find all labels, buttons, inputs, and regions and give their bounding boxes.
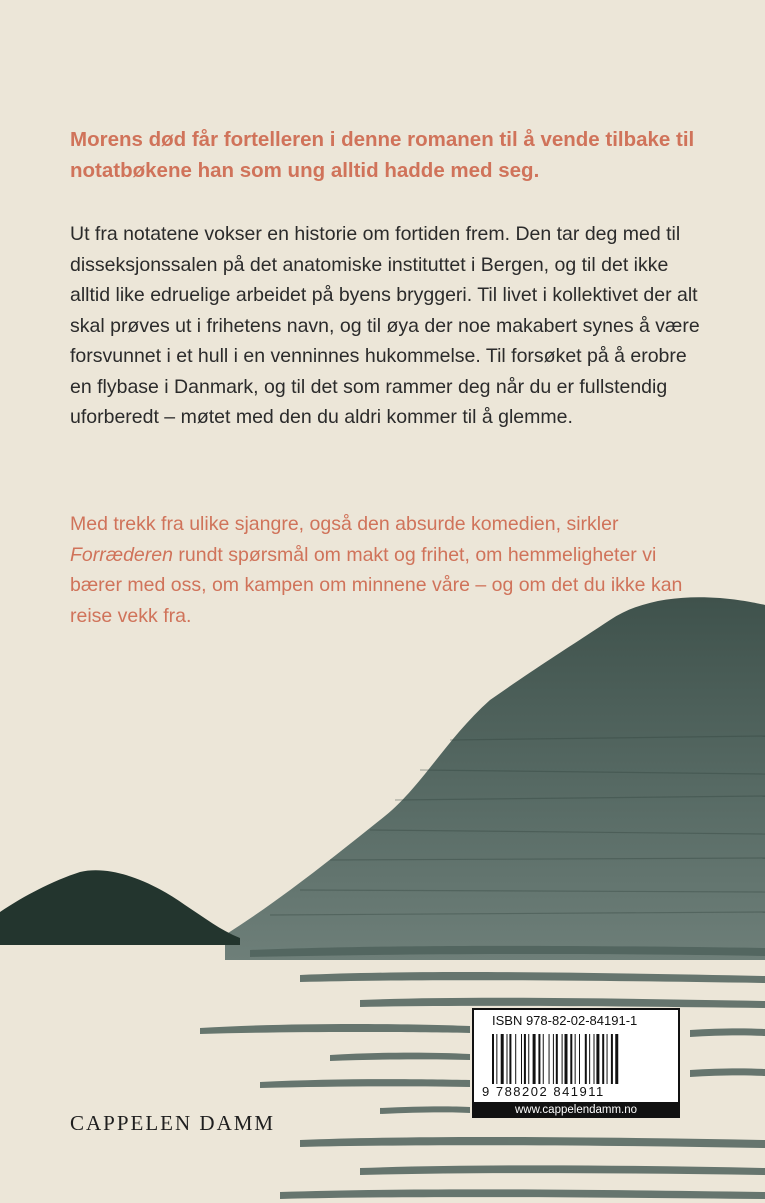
intro-paragraph: Morens død får fortelleren i denne romanen til å vende tilbake til notatbøkene han som ung alltid hadde med seg.	[70, 128, 695, 182]
barcode-bar	[501, 1034, 504, 1084]
barcode-bar	[515, 1034, 516, 1084]
mountain-shape	[225, 597, 765, 960]
barcode-bar	[492, 1034, 494, 1084]
island-shape	[0, 870, 240, 945]
barcode-bar	[579, 1034, 580, 1084]
barcode-bar	[615, 1034, 618, 1084]
barcode-bar	[553, 1034, 554, 1084]
barcode-bar	[524, 1034, 526, 1084]
barcode-bar	[594, 1034, 595, 1084]
barcode-bar	[549, 1034, 550, 1084]
barcode-bar	[611, 1034, 613, 1084]
barcode-bar	[596, 1034, 599, 1084]
barcode-icon	[492, 1034, 664, 1084]
closing-text-start: Med trekk fra ulike sjangre, også den absurde komedien, sirkler	[70, 513, 619, 535]
barcode-bar	[562, 1034, 563, 1084]
barcode-bar	[496, 1034, 497, 1084]
barcode-bar	[509, 1034, 511, 1084]
isbn-label: ISBN 978-82-02-84191-1	[492, 1013, 638, 1028]
barcode-bar	[570, 1034, 572, 1084]
barcode-bar	[589, 1034, 590, 1084]
barcode-bar	[533, 1034, 536, 1084]
barcode-bar	[538, 1034, 540, 1084]
barcode-bar	[565, 1034, 568, 1084]
isbn-barcode-block	[472, 1008, 680, 1118]
publisher-website: www.cappelendamm.no	[474, 1102, 678, 1118]
closing-text-end: rundt spørsmål om makt og frihet, om hemmeligheter vi bærer med oss, om kampen om minnene våre – og om det du ikke kan reise vekk fra.	[70, 543, 683, 627]
closing-paragraph	[70, 509, 710, 631]
barcode-bar	[602, 1034, 604, 1084]
barcode-bar	[575, 1034, 576, 1084]
synopsis-paragraph: Ut fra notatene vokser en historie om fortiden frem. Den tar deg med til disseksjonssalen på det anatomiske instituttet i Bergen, og til det ikke alltid like edruelige arbeidet på byens bryggeri. Til livet i kollektivet der alt skal prøves ut i frihetens navn, og til øya der noe makabert synes å være forsvunnet i et hull i en venninnes hukommelse. Til forsøket på å erobre en flybase i Danmark, og til det som rammer deg når du er fullstendig uforberedt – møtet med den du aldri kommer til å glemme.	[70, 223, 700, 428]
publisher-logo: CAPPELEN DAMM	[70, 1111, 276, 1135]
barcode-bar	[556, 1034, 558, 1084]
barcode-bar	[585, 1034, 587, 1084]
barcode-bar	[607, 1034, 608, 1084]
barcode-bar	[528, 1034, 529, 1084]
barcode-bar	[543, 1034, 544, 1084]
barcode-digits: 9 788202 841911	[482, 1084, 605, 1099]
barcode-bar	[507, 1034, 508, 1084]
book-title-italic: Forræderen	[70, 543, 173, 566]
barcode-bar	[521, 1034, 522, 1084]
